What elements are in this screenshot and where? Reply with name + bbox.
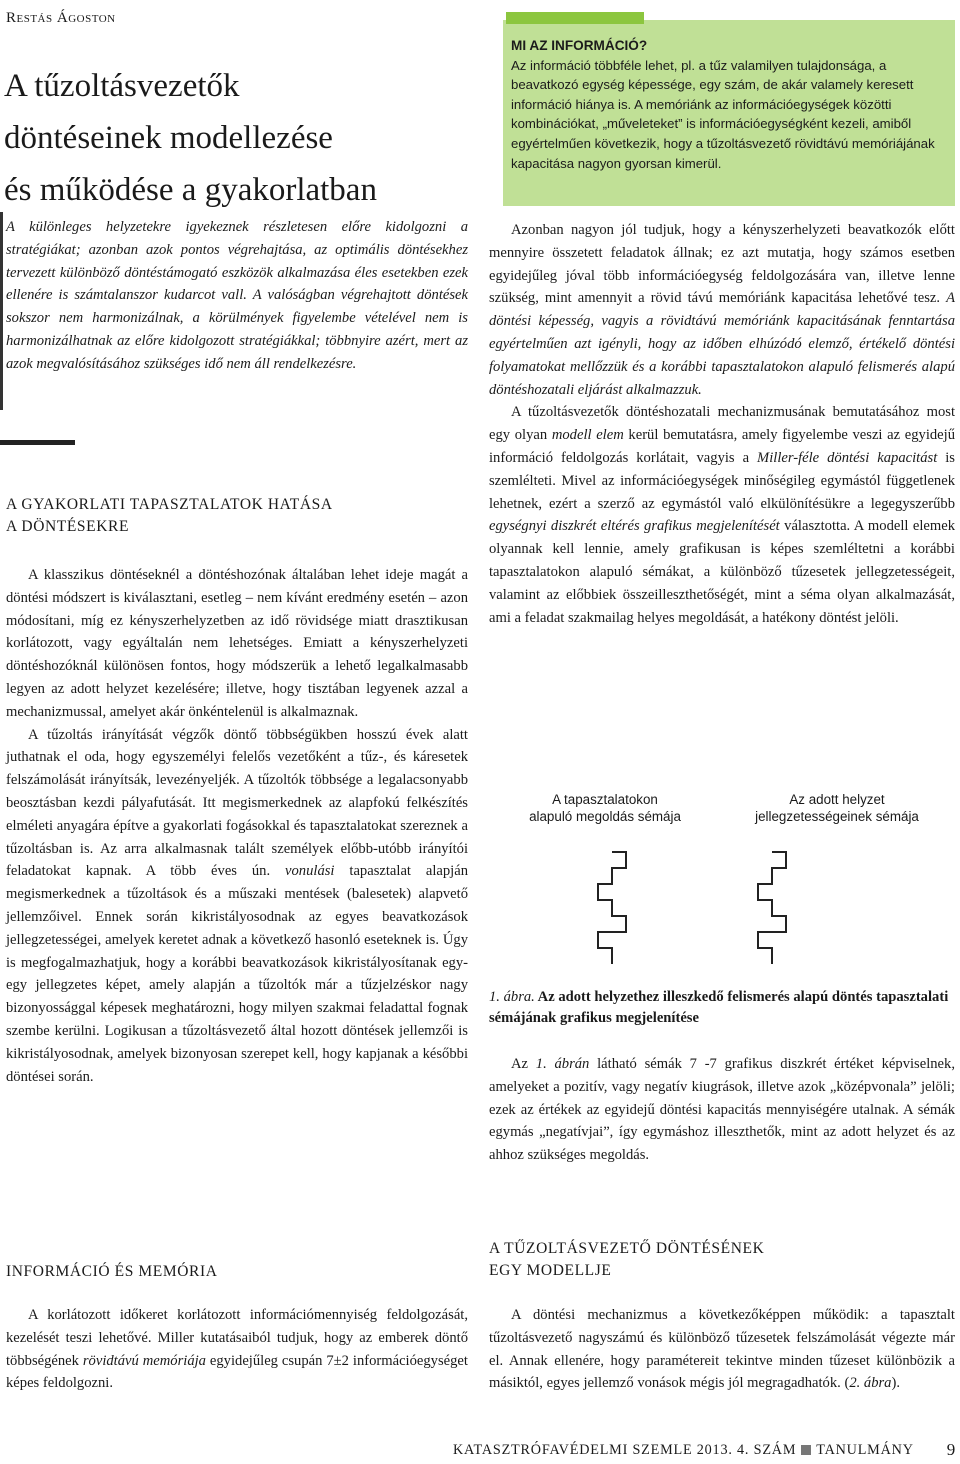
figure-caption-text: Az adott helyzethez illeszkedő felismerés alapú döntés tapasztalati sémájának grafikus megjelenítése (489, 989, 949, 1026)
right-paragraph-1 (489, 219, 955, 401)
section1-p2-italic: vonulási (285, 863, 335, 880)
section1-heading-line-2: A DÖNTÉSEKRE (6, 518, 130, 535)
info-box-heading: MI AZ INFORMÁCIÓ? (511, 38, 648, 53)
footer-article-type: TANULMÁNY (816, 1442, 914, 1458)
author-name: Restás Ágoston (6, 10, 116, 26)
title-line-2: döntéseinek modellezése (4, 120, 333, 156)
section3-heading-line-1: A TŰZOLTÁSVEZETŐ DÖNTÉSÉNEK (489, 1240, 765, 1257)
right-column-body-2 (489, 1053, 955, 1167)
figure-left-label (510, 791, 700, 825)
right-p2-italic-1: modell elem (551, 427, 624, 444)
figure-schema-diagram (540, 840, 880, 980)
article-title (4, 60, 474, 216)
figure-caption (489, 987, 955, 1029)
page-footer (453, 1442, 956, 1459)
right-p2-text-c: is szemlélteti. Mivel az információegységek minőségileg egymástól függetlenek lehetnek, ezért a szerző az egymástól való elkülönítésükre a legegyszerűbb (489, 449, 955, 512)
section2-p1-text-a: A korlátozott időkeret korlátozott információmennyiség feldolgozását, kezelését teszi lehetővé. Miller kutatásaiból tudjuk, hogy az emberek döntő többségének (6, 1307, 468, 1369)
abstract-underline-rule (0, 440, 75, 445)
section2-body (6, 1304, 468, 1395)
section1-p2-text-a: A tűzoltás irányítását végzők döntő többségükben hosszú évek alatt juthatnak el oda, hogy egyszemélyi felelős vezetőként a tűz-, és káresetek felszámolását irányítsák, levezényeljék. A tűzoltók többsége a legalacsonyabb beosztásban kezdi pályafutását. Itt megismerkednek az alapfokú felkészítés elméleti anyagára építve a gyakorlati fogásokkal és tapasztalatokat szereznek a tűzoltásban is. Az arra alkalmasnak talált személyek előbb-utóbb irányítói feladatokat kapnak. A több éves ún. (6, 726, 468, 880)
right-p2-text-b: kerül bemutatásra, amely figyelembe veszi az egyidejű információ feldolgozás korlátait, vagyis a (489, 427, 956, 466)
right-p2-text-a: A tűzoltásvezetők döntéshozatali mechanizmusának bemutatásához most egy olyan (489, 404, 955, 444)
abstract-part-2: A valóságban végrehajtott döntések sokszor nem harmonizálnak, a körülmények figyelembe vételével nem is harmonizálhatnak az előre kidolgozott stratégiákkal; többnyire azért, mert az azok megvalósításához szükséges idő nem áll rendelkezésre. (6, 287, 468, 372)
section1-heading-line-1: A GYAKORLATI TAPASZTALATOK HATÁSA (6, 496, 333, 513)
right-p2-italic-3: egységnyi diszkrét eltérés grafikus megjelenítését (489, 518, 780, 535)
figure-right-label (732, 791, 942, 825)
section-heading-practical-experience (6, 494, 468, 538)
footer-square-icon (801, 1445, 811, 1455)
section3-body (489, 1304, 955, 1395)
section2-heading: INFORMÁCIÓ ÉS MEMÓRIA (6, 1263, 218, 1280)
section2-p1-text-b: egyidejűleg csupán 7±2 információegységet képes feldolgozni. (6, 1352, 468, 1392)
right-p2-text-d: választotta. A modell elemek olyannak kell lennie, amely grafikusan is képes szemléltetni a korábbi tapasztalatokon alapuló sémákat, a különböző tűzesetek jellegzetességeit, valamint az előbbiek összeilleszthetőségét, mint a séma olyan alkalmazását, ami a feladat szakmailag helyes megoldását, a hatékony döntést jelöli. (489, 518, 955, 626)
right-p3-text-b: látható sémák 7 -7 grafikus diszkrét értéket képviselnek, amelyeket a pozitív, vagy negatív kiugrások, illetve azok „középvonala” jelöli; ezek az értékek az egyidejű döntési kapacitás mennyiségére utalnak. A sémák egymás „negatívjai”, így egymáshoz illeszthetők, mint az adott helyzet és az ahhoz szükséges megoldás. (489, 1056, 955, 1164)
right-p3-italic: 1. ábrán (535, 1056, 590, 1072)
section3-p1-text-a: A döntési mechanizmus a következőképpen működik: a tapasztalt tűzoltásvezető nagyszámú és különböző tűzesetek felszámolását végezte már el. Annak ellenére, hogy paramétereit tekintve minden tűzeset különbözik a másiktól, egyes jellemző vonások mégis jól megragadhatók. ( (489, 1307, 955, 1392)
figure-left-label-line-2: alapuló megoldás sémája (529, 809, 681, 824)
right-p1-text: Azonban nagyon jól tudjuk, hogy a kényszerhelyzeti beavatkozók előtt mennyire összetett feladatok állnak; ez azt mutatja, hogy számos esetben egyidejűleg jóval több információegység feldolgozására van, illetve lenne szükség, mint amennyit a rövid távú memóriánk kapacitása lehetővé tesz. (489, 222, 955, 307)
section1-body (6, 564, 468, 1088)
section2-paragraph-1 (6, 1304, 468, 1395)
section1-paragraph-2 (6, 724, 468, 1089)
title-line-3: és működése a gyakorlatban (4, 172, 377, 208)
section2-p1-italic: rövidtávú memóriája (82, 1352, 206, 1369)
info-box-paragraph: Az információ többféle lehet, pl. a tűz valamilyen tulajdonsága, a beavatkozó egység képessége, egy szám, de akár valamely keresett információ hiánya is. A memóriánk az információegységek közötti kombinációkat, „műveleteket” is információegységként kezeli, amiből egyértelműen következik, hogy a tűzoltásvezető rövidtávú memóriájának kapacitása nagyon gyorsan kimerül. (511, 57, 935, 171)
left-schema-shape (598, 852, 626, 964)
title-line-1: A tűzoltásvezetők (4, 68, 240, 104)
footer-journal: KATASZTRÓFAVÉDELMI SZEMLE 2013. 4. SZÁM (453, 1442, 797, 1458)
right-column-body (489, 219, 955, 629)
right-p3-text-a: Az (511, 1056, 536, 1072)
page-number: 9 (946, 1440, 956, 1459)
info-box-what-is-information (489, 8, 955, 194)
figure-right-label-line-1: Az adott helyzet (789, 792, 885, 807)
abstract-part-1: A különleges helyzetekre igyekeznek részletesen előre kidolgozni a stratégiákat; azonban azok pontos végrehajtása, az optimális döntésekhez tervezett különböző döntéstámogató eszközök alkalmazása éles esetekben ezek ellenére is számtalanszor kudarcot vall. (6, 219, 468, 304)
figure-right-label-line-2: jellegzetességeinek sémája (755, 809, 919, 824)
section3-heading-line-2: EGY MODELLJE (489, 1262, 612, 1279)
figure-left-label-line-1: A tapasztalatokon (552, 792, 658, 807)
abstract (6, 216, 468, 376)
section1-paragraph-1: A klasszikus döntéseknél a döntéshozónak általában lehet ideje magát a döntési módszert is kiválasztani, esetleg – nem kívánt eredmény esetén – azon módosítani, míg ez kényszerhelyzetben az idő rövidsége miatt drasztikusan korlátozott, vagy egyáltalán nem lehetséges. Emiatt a kényszerhelyzeti döntéshozóknál különösen fontos, hogy módszerük a lehető legalkalmasabb legyen az adott helyzet kezelésére; illetve, hogy tisztában legyenek azzal a mechanizmussal, amelyet akár önkéntelenül is alkalmaznak. (6, 567, 468, 720)
section1-p2-text-b: tapasztalat alapján megismerkednek a tűzoltások és a műszaki mentések (balesetek) alapvető jellemzőivel. Ennek során kikristályosodnak az egyes beavatkozások jellegzetességei, amelyek keretet adnak a következő hasonló eseteknek is. Úgy is megfogalmazhatjuk, hogy a korábbi beavatkozások kikristályosítanak egy-egy jellegzetes képet, amely alapján a tűzoltók már a tűzjelzéskor nagy bizonyossággal képesek meghatározni, hogy milyen szakmai feladattal fognak szembe kerülni. Logikusan a tűzoltásvezető által hozott döntések jellemzői is kikristályosodnak, amelyek bizonyosan szerepet kell, hogy kapjanak a későbbi döntései során. (6, 863, 469, 1085)
info-box-text (511, 36, 947, 173)
info-box-accent-bar (506, 12, 644, 24)
section-heading-decision-model (489, 1238, 955, 1282)
section3-p1-italic: 2. ábra (849, 1375, 892, 1392)
right-p1-italic: A döntési képesség, vagyis a rövidtávú memóriánk kapacitásának fenntartása egyértelműen azt igényli, hogy az időben elhúzódó elemző, értékelő döntési folyamatokat mellőzzük és a korábbi tapasztalatokon alapuló felismerés alapú döntéshozatali eljárást alkalmazzuk. (489, 290, 955, 398)
right-paragraph-3 (489, 1053, 955, 1167)
section3-paragraph-1 (489, 1304, 955, 1395)
right-paragraph-2 (489, 401, 955, 629)
right-p2-italic-2: Miller-féle döntési kapacitást (757, 449, 938, 466)
figure-caption-number: 1. ábra. (489, 989, 535, 1005)
abstract-vertical-rule (0, 212, 3, 410)
section3-p1-text-b: ). (891, 1375, 900, 1392)
section-heading-information-memory (6, 1261, 468, 1283)
right-schema-shape (758, 852, 786, 964)
